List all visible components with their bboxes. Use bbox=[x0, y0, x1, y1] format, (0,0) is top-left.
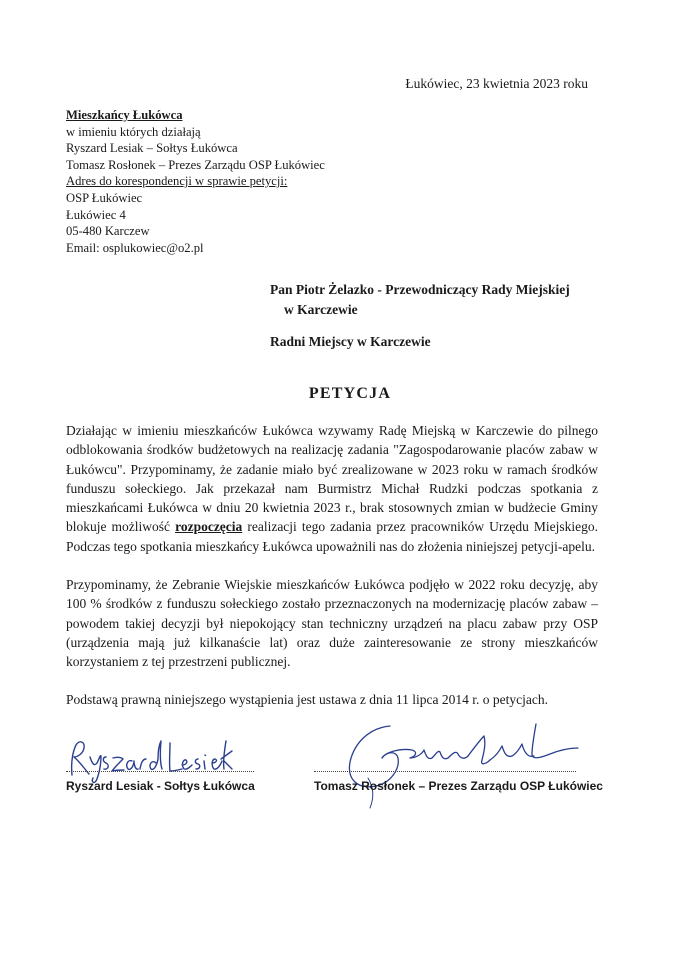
signature-label-right: Tomasz Rosłonek – Prezes Zarządu OSP Łukówiec bbox=[314, 779, 603, 793]
p1-before: Działając w imieniu mieszkańców Łukówca wzywamy Radę Miejską w Karczewie do pilnego odblokowania środków budżetowych na realizację zadania "Zagospodarowanie placów zabaw w Łukówcu". Przypominamy, że zadanie miało być zrealizowane w 2023 roku w ramach środków funduszu sołeckiego. Jak przekazał nam Burmistrz Michał Rudzki podczas spotkania z mieszkańcami Łukówca w dniu 20 kwietnia 2023 r., brak stosownych zmian w budżecie Gminy blokuje możliwość bbox=[66, 423, 598, 535]
recipient-primary bbox=[270, 280, 570, 320]
sender-heading: Mieszkańcy Łukówca bbox=[66, 108, 183, 122]
p1-after: realizacji tego zadania przez pracowników Urzędu Miejskiego. Podczas tego spotkania mieszkańcy Łukówca upoważnili nas do złożenia niniejszej petycji-apelu. bbox=[66, 519, 599, 554]
sender-line-3: Tomasz Rosłonek – Prezes Zarządu OSP Łukówiec bbox=[66, 157, 325, 172]
address-line-1: OSP Łukówiec bbox=[66, 190, 143, 205]
signature-left-handwriting bbox=[66, 735, 236, 785]
recipient-secondary: Radni Miejscy w Karczewie bbox=[270, 334, 431, 349]
document-title: PETYCJA bbox=[308, 385, 392, 402]
recipient-line-1: Pan Piotr Żelazko - Przewodniczący Rady Miejskiej bbox=[270, 282, 570, 297]
body-paragraph-2: Przypominamy, że Zebranie Wiejskie mieszkańców Łukówca podjęło w 2022 roku decyzję, aby 100 % środków z funduszu sołeckiego zostało przeznaczonych na modernizację placów zabaw – powodem takiej decyzji był niepokojący stan techniczny urządzeń na placu zabaw przy OSP (urządzenia mają już kilkanaście lat) oraz duże zainteresowanie ze strony mieszkańców korzystaniem z tej przestrzeni publicznej. bbox=[66, 577, 598, 670]
date-line: Łukówiec, 23 kwietnia 2023 roku bbox=[405, 76, 588, 91]
sender-block bbox=[66, 107, 325, 256]
sender-line-2: Ryszard Lesiak – Sołtys Łukówca bbox=[66, 141, 238, 156]
recipient-line-2: w Karczewie bbox=[284, 302, 358, 317]
body-paragraph-1 bbox=[66, 421, 598, 556]
body-paragraph-3: Podstawą prawną niniejszego wystąpienia jest ustawa z dnia 11 lipca 2014 r. o petycjach. bbox=[66, 692, 548, 707]
signature-line-left bbox=[66, 770, 254, 772]
signature-label-left: Ryszard Lesiak - Sołtys Łukówca bbox=[66, 779, 255, 793]
p1-emphasis: rozpoczęcia bbox=[175, 519, 243, 535]
address-line-2: Łukówiec 4 bbox=[66, 207, 126, 222]
sender-line-1: w imieniu których działają bbox=[66, 124, 201, 139]
signature-line-right bbox=[314, 770, 576, 772]
address-heading: Adres do korespondencji w sprawie petycji: bbox=[66, 174, 288, 189]
email-line: Email: osplukowiec@o2.pl bbox=[66, 240, 204, 255]
address-line-3: 05-480 Karczew bbox=[66, 224, 150, 239]
signature-right-handwriting bbox=[346, 718, 581, 813]
